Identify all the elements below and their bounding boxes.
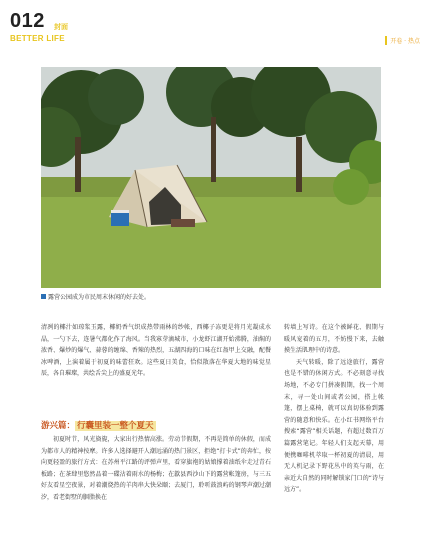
right-paragraph-2: 天气转暖，除了远途旅行，露营也是不错的休闲方式。不必刻意寻找场地，不必专门拼凑假期，找一个周末，寻一处山间或者公园，搭上帐篷，摆上桌椅，就可以真切体验到露营的随意和快乐。在小红书网络平台搜索“露营”相关话题，有超过数百万篇露营笔记。年轻人们支起天幕，用便携咖啡机萃取一杯初夏的清晨，用无人机记录下野花丛中的英与雨，在亲近大自然的同时解锁家门口的“诗与远方”。 bbox=[284, 358, 384, 494]
section-subtitle bbox=[41, 419, 156, 431]
left-column-top bbox=[41, 322, 271, 380]
left-paragraph-1: 清冽的椰汁如琼浆玉露，椰奶香气织成热带雨林的纱帐，西椰子冻更是将月光凝成水晶，一勺下去，连暑气都化作了海风。当我寡芽滴城市，小龙虾江湖开始沸腾，油焖的浓香、爆炒的爆气、蒜蓉的缠绵、香辣的热烈，五湖四海的口味在红盔甲上交融，配餐冰啤酒，上演着属于初夏的味蕾狂欢。这些夏日美食，恰似散落在华夏大地的味觉星辰，各自璀璨，共绘舌尖上的盛夏光年。 bbox=[41, 324, 271, 378]
section-tag: 开卷 · 热点 bbox=[385, 36, 420, 45]
right-paragraph-1: 转墙上写诗。在这个被鲜花、假期与暖风宠着的五月，不妨慢下来，去触摸生活肌理中的诗意。 bbox=[284, 324, 384, 355]
magazine-column-name: BETTER LIFE bbox=[10, 34, 65, 43]
page-number: 012 bbox=[10, 10, 45, 32]
subtitle-prefix: 游兴篇： bbox=[41, 421, 76, 431]
left-paragraph-2: 初夏时节，风光旖旎，大家出行热情高涨。劳动节假期，不再是简单的休假，而成为都市人的精神按摩。许多人选择避开人潮远涌的热门景区，拒绝“打卡式”的奔忙，按向更轻盈的旅行方式：在苏州平江路的评弹声里，看穿旗袍的姑娘撑着油纸伞走过青石板路；在茶肆里悠然品着一碟沾着雨水的杨梅；在歙县西沙山下的露营帐篷房，与三五好友看星空夜景，对着潮烧热的羊肉串大快朵颐；去厦门，聆听鼓浪屿的钢琴声潮过潮汐，看老街墅的胭脂换在 bbox=[41, 436, 271, 501]
page-header bbox=[10, 10, 420, 50]
photo-caption bbox=[41, 292, 150, 301]
caption-square-icon bbox=[41, 294, 46, 299]
right-column bbox=[284, 322, 384, 496]
camping-photo bbox=[41, 67, 381, 288]
left-column-bottom bbox=[41, 434, 271, 504]
cooler-icon bbox=[111, 210, 129, 226]
caption-text: 露营公园成为市民周末休闲的好去处。 bbox=[48, 294, 151, 301]
cover-tag: 封面 bbox=[54, 23, 68, 31]
subtitle-main: 行囊里装一整个夏天 bbox=[77, 421, 154, 431]
